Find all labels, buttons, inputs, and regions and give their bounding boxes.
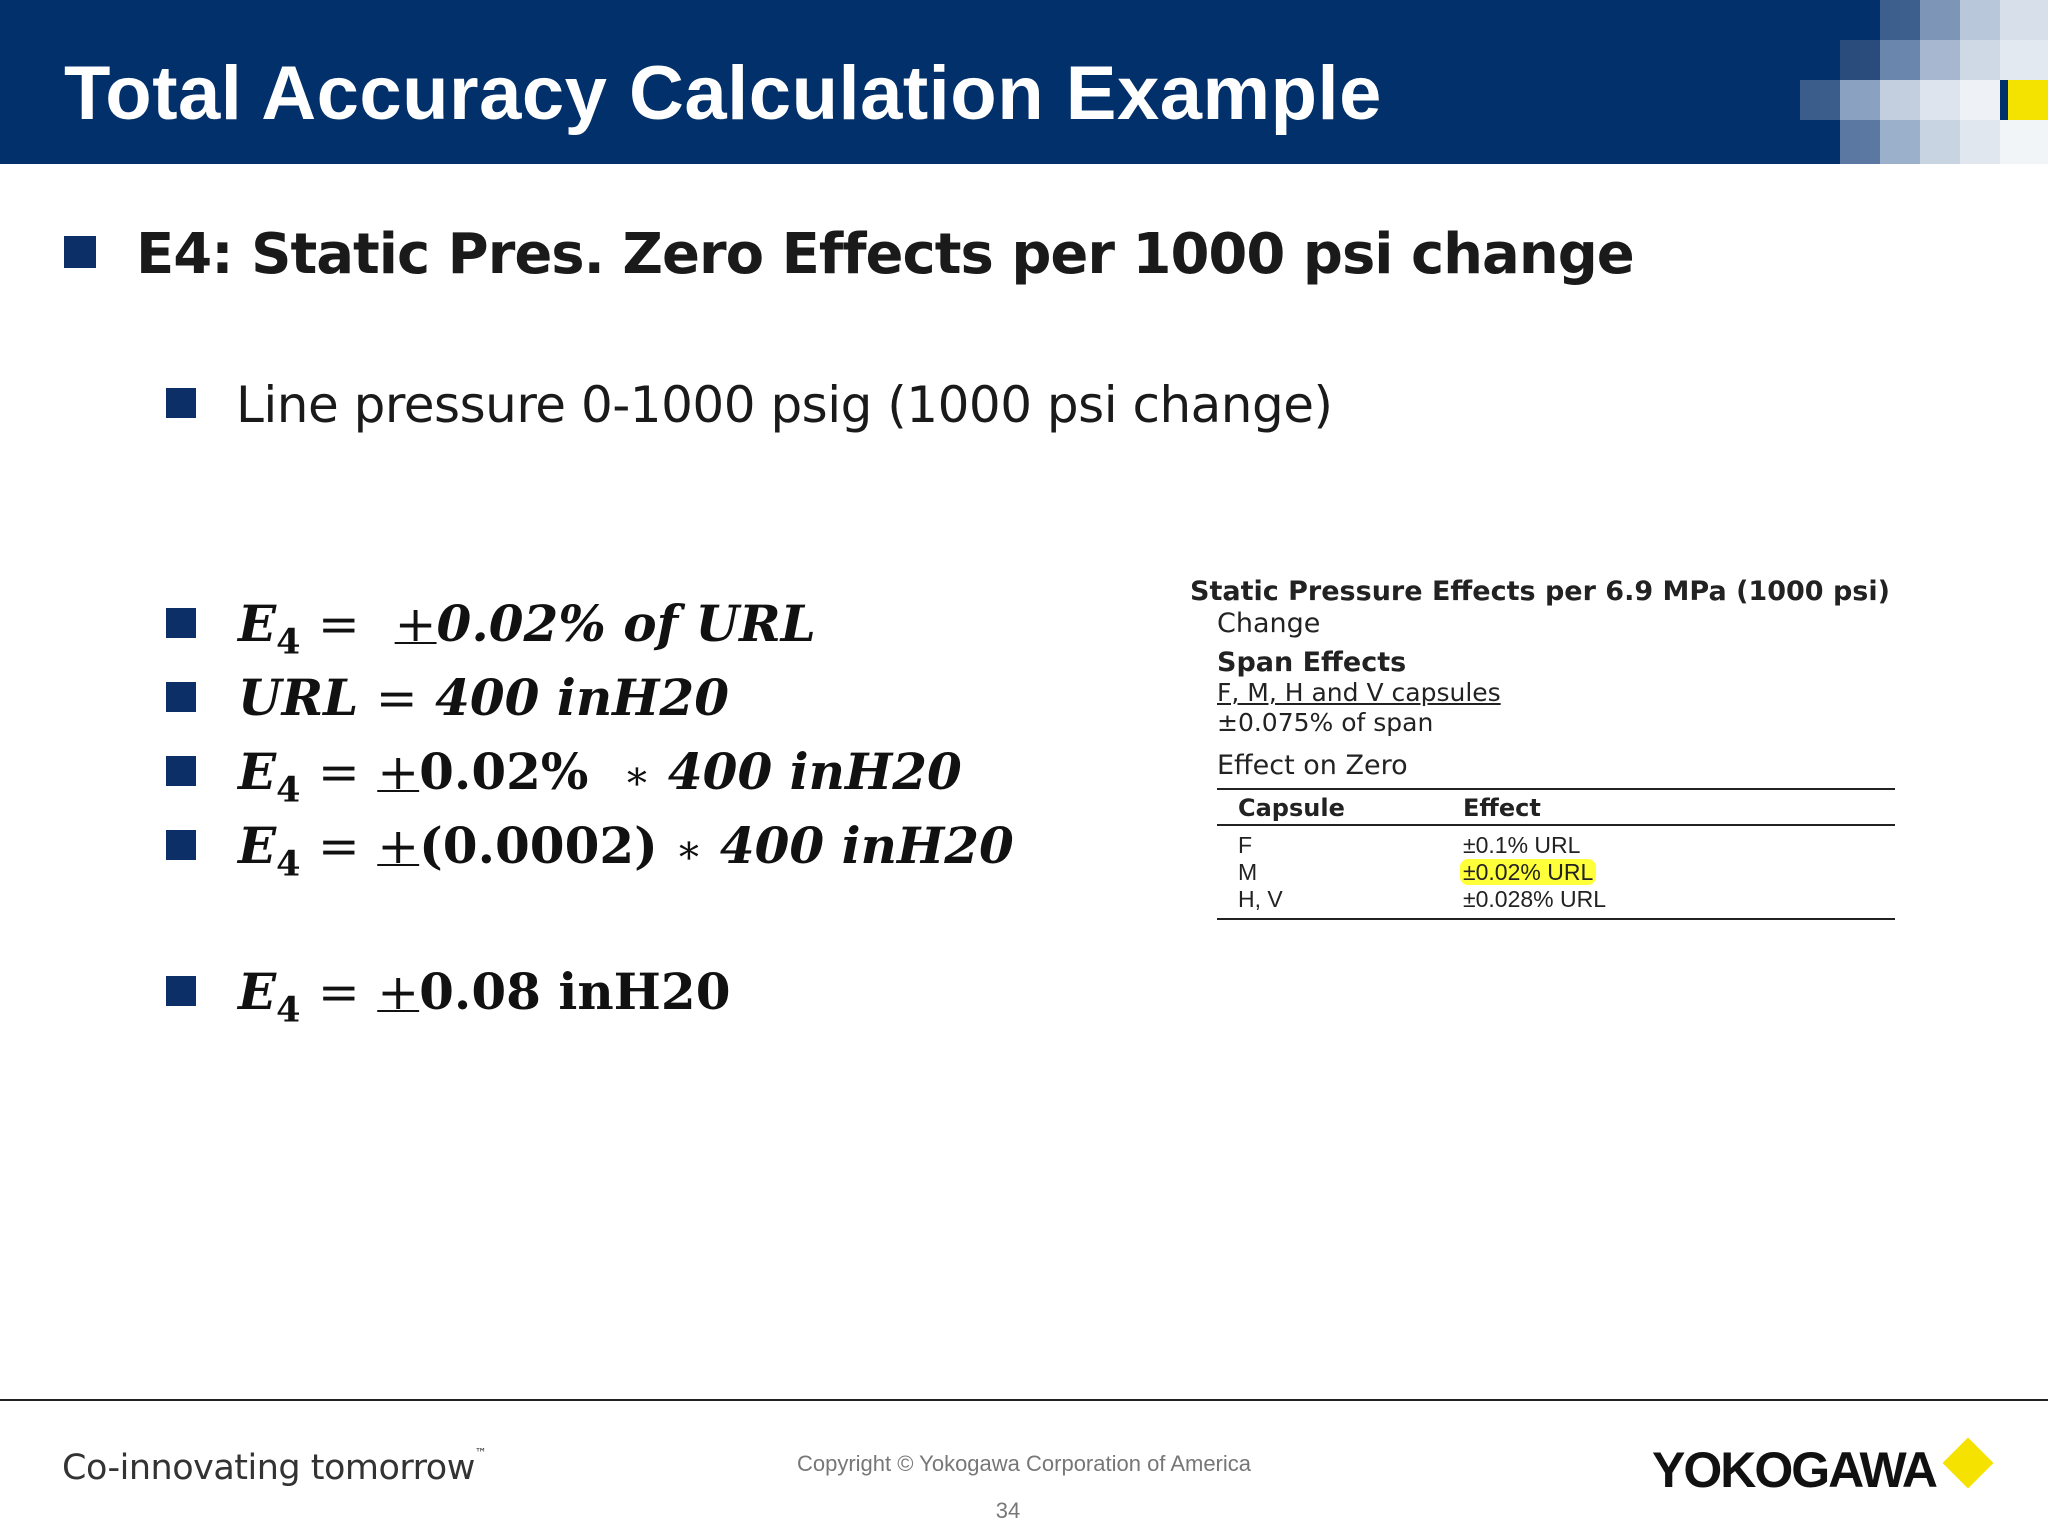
bullet-square-eq4	[166, 830, 196, 860]
logo-diamond-icon	[1943, 1438, 1994, 1489]
table-row-capsule: F	[1238, 832, 1253, 858]
bullet-square-line-pressure	[166, 388, 196, 418]
footer-tagline: Co-innovating tomorrow™	[62, 1446, 487, 1488]
main-bullet-heading: E4: Static Pres. Zero Effects per 1000 psi change	[136, 222, 1634, 287]
spec-title: Static Pressure Effects per 6.9 MPa (1000 psi)	[1190, 576, 1890, 607]
highlight-marker: ±0.02% URL	[1460, 859, 1596, 885]
table-header-capsule: Capsule	[1238, 794, 1345, 822]
bullet-square-eq3	[166, 756, 196, 786]
bullet-square-eq5	[166, 976, 196, 1006]
equation-url-value: URL = 400 inH20	[238, 668, 730, 727]
span-effects-heading: Span Effects	[1217, 647, 1407, 678]
equation-e4-decimal-times-url: $E_4 = +(0.0002)$ ∗ 400 inH20	[238, 816, 1014, 885]
table-header-effect: Effect	[1463, 794, 1541, 822]
equation-e4-result: $E_4 = +0.08$ inH20	[238, 962, 731, 1031]
table-row-effect: ±0.1% URL	[1463, 832, 1581, 858]
table-row-effect: ±0.028% URL	[1463, 886, 1607, 912]
table-bottom-rule	[1217, 918, 1895, 920]
equation-e4-percent-url: $E_4 = +0.02\%$ of URL	[238, 594, 816, 663]
table-row-effect-highlighted	[1463, 859, 1596, 886]
spec-sheet-excerpt	[1190, 568, 1910, 928]
table-row-capsule: H, V	[1238, 886, 1283, 912]
slide-title: Total Accuracy Calculation Example	[64, 51, 1382, 136]
yokogawa-logo-text: YOKOGAWA	[1652, 1442, 1937, 1498]
title-bar	[0, 0, 2048, 164]
span-capsules-label: F, M, H and V capsules	[1217, 678, 1501, 707]
page-number: 34	[995, 1498, 1021, 1523]
table-top-rule	[1217, 788, 1895, 790]
line-pressure-text: Line pressure 0-1000 psig (1000 psi change)	[236, 376, 1333, 434]
equation-e4-percent-times-url: $E_4 = +0.02\%$ ∗ 400 inH20	[238, 742, 962, 811]
table-row-capsule: M	[1238, 859, 1258, 885]
footer-copyright: Copyright © Yokogawa Corporation of America	[796, 1451, 1252, 1476]
span-effect-value: ±0.075% of span	[1217, 708, 1434, 737]
bullet-square-main	[64, 236, 96, 268]
table-header-rule	[1217, 824, 1895, 826]
title-mosaic-decoration	[1780, 0, 2048, 164]
footer-divider	[0, 1399, 2048, 1401]
zero-effect-heading: Effect on Zero	[1217, 750, 1408, 781]
spec-title-continued: Change	[1217, 608, 1321, 639]
bullet-square-eq1	[166, 608, 196, 638]
bullet-square-eq2	[166, 682, 196, 712]
